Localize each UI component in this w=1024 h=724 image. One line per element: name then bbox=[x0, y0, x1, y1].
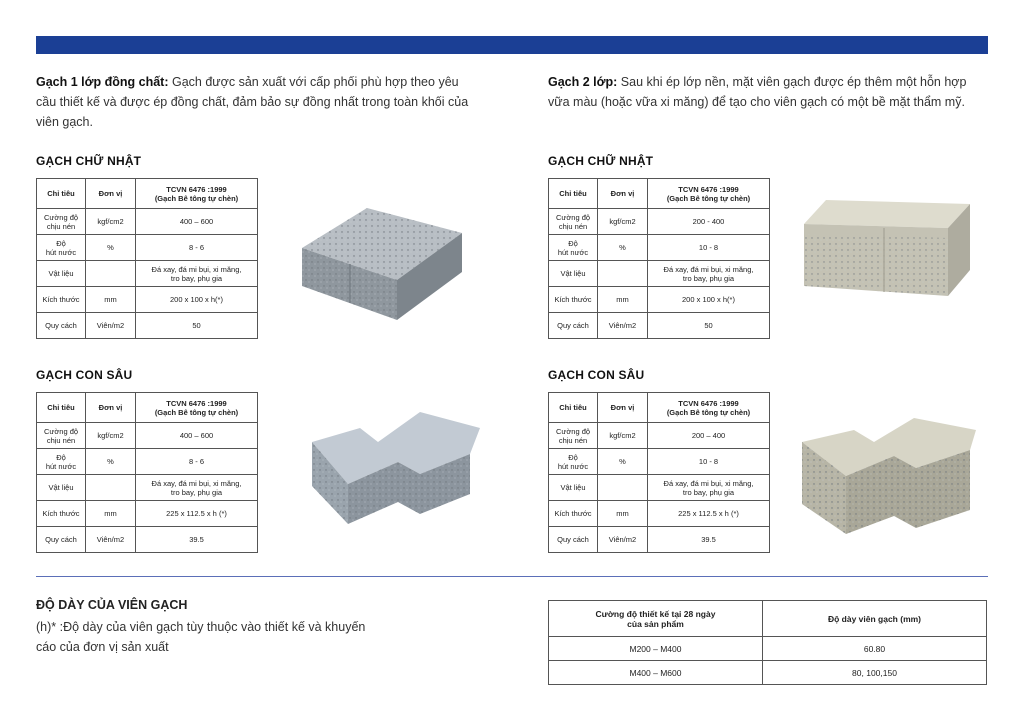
spec-cell: % bbox=[598, 449, 648, 475]
spec-cell: mm bbox=[598, 501, 648, 527]
spec-cell: Đá xay, đá mi bụi, xi măng, tro bay, phụ gia bbox=[136, 475, 258, 501]
spec-header-cell: Chỉ tiêu bbox=[37, 393, 86, 423]
spec-cell: Quy cách bbox=[37, 313, 86, 339]
spec-cell: Vật liệu bbox=[549, 475, 598, 501]
spec-cell: mm bbox=[86, 501, 136, 527]
spec-cell: Đá xay, đá mi bụi, xi măng, tro bay, phụ gia bbox=[136, 261, 258, 287]
spec-cell: Cường độ chịu nén bbox=[37, 209, 86, 235]
spec-header-cell: Chỉ tiêu bbox=[549, 179, 598, 209]
spec-cell: Cường độ chịu nén bbox=[37, 423, 86, 449]
spec-cell: 200 x 100 x h(*) bbox=[136, 287, 258, 313]
spec-cell: Vật liệu bbox=[549, 261, 598, 287]
intro-two-layer-text: Sau khi ép lớp nền, mặt viên gạch được ép thêm một hỗn hợp vữa màu (hoặc vữa xi măng) để tạo cho viên gạch có một bề mặt thẩm mỹ. bbox=[548, 75, 967, 109]
spec-table-right-worm bbox=[548, 392, 770, 553]
spec-header-cell: Đơn vị bbox=[86, 179, 136, 209]
table-row bbox=[549, 475, 770, 501]
spec-header-cell: TCVN 6476 :1999 (Gạch Bê tông tự chèn) bbox=[648, 393, 770, 423]
table-row bbox=[549, 209, 770, 235]
spec-cell: Vật liệu bbox=[37, 261, 86, 287]
spec-cell: Đá xay, đá mi bụi, xi măng, tro bay, phụ gia bbox=[648, 261, 770, 287]
spec-cell: Cường độ chịu nén bbox=[549, 423, 598, 449]
spec-header-cell: Đơn vị bbox=[86, 393, 136, 423]
spec-header-row bbox=[37, 393, 258, 423]
spec-cell: 39.5 bbox=[136, 527, 258, 553]
beige-worm-brick-image bbox=[794, 410, 984, 550]
spec-cell: 10 - 8 bbox=[648, 235, 770, 261]
spec-cell: 10 - 8 bbox=[648, 449, 770, 475]
beige-rectangular-brick-image bbox=[798, 188, 978, 308]
spec-cell: Độ hút nước bbox=[549, 235, 598, 261]
spec-cell: 8 - 6 bbox=[136, 235, 258, 261]
table-row bbox=[549, 527, 770, 553]
spec-cell: 200 x 100 x h(*) bbox=[648, 287, 770, 313]
left-rect-title: GẠCH CHỮ NHẬT bbox=[36, 154, 142, 168]
spec-header-row bbox=[549, 393, 770, 423]
spec-cell: Kích thước bbox=[37, 501, 86, 527]
thickness-table bbox=[548, 600, 987, 685]
spec-cell: kgf/cm2 bbox=[598, 209, 648, 235]
thickness-header-depth: Độ dày viên gạch (mm) bbox=[763, 601, 987, 637]
spec-cell: 200 - 400 bbox=[648, 209, 770, 235]
spec-cell: Viên/m2 bbox=[86, 313, 136, 339]
spec-cell: kgf/cm2 bbox=[86, 423, 136, 449]
spec-cell: 39.5 bbox=[648, 527, 770, 553]
spec-table-left-rect bbox=[36, 178, 258, 339]
table-row bbox=[37, 287, 258, 313]
spec-header-cell: TCVN 6476 :1999 (Gạch Bê tông tự chèn) bbox=[136, 179, 258, 209]
spec-cell: % bbox=[86, 449, 136, 475]
table-row bbox=[37, 423, 258, 449]
table-row bbox=[549, 423, 770, 449]
spec-cell: 400 – 600 bbox=[136, 423, 258, 449]
spec-header-row bbox=[37, 179, 258, 209]
spec-cell: mm bbox=[598, 287, 648, 313]
spec-cell: Quy cách bbox=[37, 527, 86, 553]
spec-cell: 50 bbox=[648, 313, 770, 339]
table-row bbox=[37, 261, 258, 287]
spec-header-cell: Đơn vị bbox=[598, 179, 648, 209]
spec-table-right-rect bbox=[548, 178, 770, 339]
table-row bbox=[549, 287, 770, 313]
table-row bbox=[549, 449, 770, 475]
spec-table-left-worm bbox=[36, 392, 258, 553]
table-row bbox=[37, 209, 258, 235]
spec-cell bbox=[598, 475, 648, 501]
spec-cell: 225 x 112.5 x h (*) bbox=[648, 501, 770, 527]
spec-cell: Độ hút nước bbox=[549, 449, 598, 475]
spec-cell: kgf/cm2 bbox=[598, 423, 648, 449]
table-row bbox=[549, 313, 770, 339]
spec-cell: Cường độ chịu nén bbox=[549, 209, 598, 235]
right-rect-title: GẠCH CHỮ NHẬT bbox=[548, 154, 654, 168]
spec-cell bbox=[86, 261, 136, 287]
spec-cell: 50 bbox=[136, 313, 258, 339]
top-banner bbox=[36, 36, 988, 54]
table-row bbox=[549, 235, 770, 261]
intro-one-layer bbox=[36, 72, 476, 132]
spec-cell: Viên/m2 bbox=[598, 527, 648, 553]
table-row bbox=[549, 261, 770, 287]
spec-cell: Viên/m2 bbox=[86, 527, 136, 553]
thickness-header-row bbox=[549, 601, 987, 637]
spec-cell: Vật liệu bbox=[37, 475, 86, 501]
spec-cell: Quy cách bbox=[549, 313, 598, 339]
table-row bbox=[549, 501, 770, 527]
section-divider bbox=[36, 576, 988, 577]
table-row bbox=[549, 661, 987, 685]
table-row bbox=[549, 637, 987, 661]
spec-cell: 400 – 600 bbox=[136, 209, 258, 235]
spec-cell: 200 – 400 bbox=[648, 423, 770, 449]
left-worm-title: GẠCH CON SÂU bbox=[36, 368, 133, 382]
table-row bbox=[37, 449, 258, 475]
spec-cell: kgf/cm2 bbox=[86, 209, 136, 235]
spec-cell bbox=[598, 261, 648, 287]
spec-header-cell: Đơn vị bbox=[598, 393, 648, 423]
spec-cell bbox=[86, 475, 136, 501]
table-row bbox=[37, 235, 258, 261]
spec-cell: Kích thước bbox=[549, 501, 598, 527]
spec-header-cell: TCVN 6476 :1999 (Gạch Bê tông tự chèn) bbox=[136, 393, 258, 423]
thickness-cell: 80, 100,150 bbox=[763, 661, 987, 685]
thickness-header-strength: Cường độ thiết kế tại 28 ngày của sản phẩm bbox=[549, 601, 763, 637]
intro-two-layer-label: Gạch 2 lớp: bbox=[548, 75, 618, 89]
spec-header-cell: Chỉ tiêu bbox=[549, 393, 598, 423]
spec-cell: Độ hút nước bbox=[37, 235, 86, 261]
spec-header-cell: TCVN 6476 :1999 (Gạch Bê tông tự chèn) bbox=[648, 179, 770, 209]
spec-cell: Kích thước bbox=[549, 287, 598, 313]
grey-worm-brick-image bbox=[300, 402, 490, 552]
table-row bbox=[37, 527, 258, 553]
spec-cell: % bbox=[598, 235, 648, 261]
intro-one-layer-label: Gạch 1 lớp đồng chất: bbox=[36, 75, 169, 89]
table-row bbox=[37, 475, 258, 501]
table-row bbox=[37, 501, 258, 527]
intro-two-layer bbox=[548, 72, 988, 112]
spec-cell: Viên/m2 bbox=[598, 313, 648, 339]
right-worm-title: GẠCH CON SÂU bbox=[548, 368, 645, 382]
spec-cell: Độ hút nước bbox=[37, 449, 86, 475]
spec-cell: Quy cách bbox=[549, 527, 598, 553]
thickness-cell: 60.80 bbox=[763, 637, 987, 661]
spec-cell: Đá xay, đá mi bụi, xi măng, tro bay, phụ gia bbox=[648, 475, 770, 501]
thickness-title: ĐỘ DÀY CỦA VIÊN GẠCH bbox=[36, 598, 188, 612]
spec-cell: 8 - 6 bbox=[136, 449, 258, 475]
spec-cell: mm bbox=[86, 287, 136, 313]
thickness-note: (h)* :Độ dày của viên gạch tùy thuộc vào thiết kế và khuyến cáo của đơn vị sản xuất bbox=[36, 620, 366, 654]
spec-cell: 225 x 112.5 x h (*) bbox=[136, 501, 258, 527]
intro-one-layer-text: Gạch được sản xuất với cấp phối phù hợp theo yêu cầu thiết kế và được ép đồng chất, đảm bảo sự đồng nhất trong toàn khối của viên gạch. bbox=[36, 75, 469, 129]
grey-rectangular-brick-image bbox=[292, 188, 472, 328]
thickness-cell: M200 – M400 bbox=[549, 637, 763, 661]
spec-header-cell: Chỉ tiêu bbox=[37, 179, 86, 209]
table-row bbox=[37, 313, 258, 339]
spec-header-row bbox=[549, 179, 770, 209]
spec-cell: % bbox=[86, 235, 136, 261]
spec-cell: Kích thước bbox=[37, 287, 86, 313]
thickness-cell: M400 – M600 bbox=[549, 661, 763, 685]
